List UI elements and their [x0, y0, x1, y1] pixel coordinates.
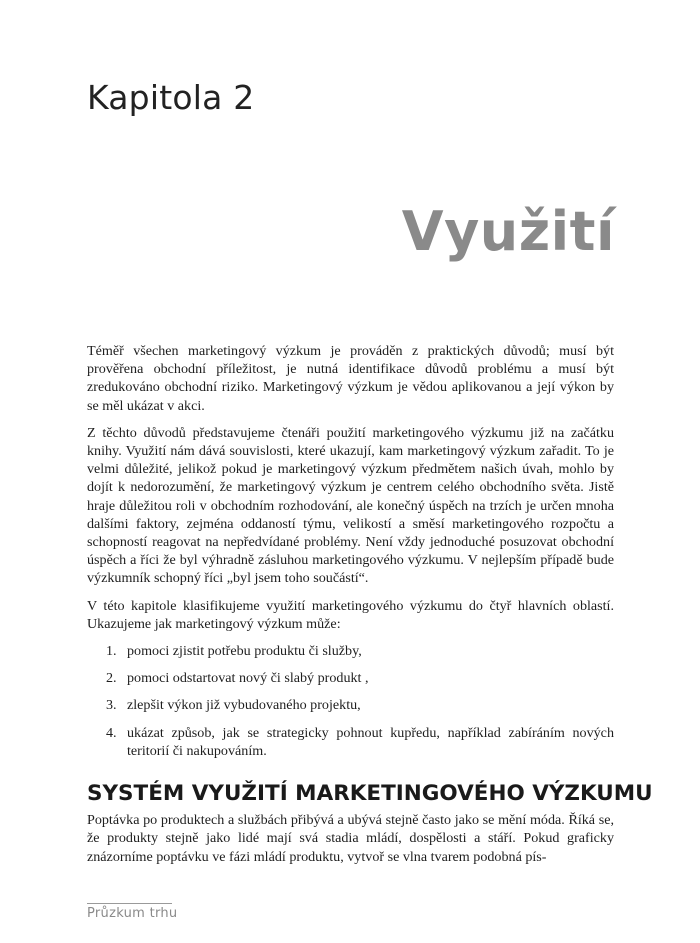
running-footer-title: Průzkum trhu	[87, 906, 178, 921]
body-paragraph-1: Téměř všechen marketingový výzkum je prováděn z praktických důvodů; musí být prověřena obchodní příležitost, je nutná identifikace důvodů problému a musí být zredukováno obchodní riziko. Marketingový výzkum je vědou aplikovanou a její výkon by se měl ukázat v akci.	[87, 343, 614, 414]
list-item	[87, 642, 614, 660]
list-item-number: 1.	[106, 643, 117, 660]
list-item-number: 2.	[106, 670, 117, 687]
chapter-label: Kapitola 2	[87, 78, 255, 117]
list-item	[87, 696, 614, 714]
list-item-number: 4.	[106, 724, 117, 741]
section-heading: SYSTÉM VYUŽITÍ MARKETINGOVÉHO VÝZKUMU	[87, 781, 653, 807]
section-paragraph: Poptávka po produktech a službách přibývá a ubývá stejně často jako se mění móda. Říká se, že produkty stejně jako lidé mají svá stadia mládí, dospělosti a stáří. Pokud graficky znázorníme poptávku ve fázi mládí produktu, vytvoř se vlna tvarem podobná pís-	[87, 812, 614, 865]
chapter-title: Využití	[401, 200, 615, 263]
list-item-text: pomoci odstartovat nový či slabý produkt ,	[127, 670, 369, 687]
page-content	[87, 342, 653, 875]
list-item-number: 3.	[106, 697, 117, 714]
list-item	[87, 724, 614, 760]
list-item	[87, 669, 614, 687]
body-paragraph-2: Z těchto důvodů představujeme čtenáři použití marketingového výzkumu již na začátku knihy. Využití nám dává souvislosti, které ukazují, kam marketingový výzkum zařadit. To je velmi důležité, jelikož pokud je marketingový výzkum předmětem našich úvah, mohlo by dojít k nedorozumění, že marketingový výzkum je centrem celého obchodního světa. Jistě hraje důležitou roli v obchodním rozhodování, ale konečný úspěch na trzích je určen mnoha dalšími faktory, zejména oddaností týmu, velikostí a směsí marketingového rozpočtu a schopností reagovat na nepředvídané problémy. Není vždy jednoduché posuzovat obchodní úspěch a říci že byl výhradně zásluhou marketingového výzkumu. V nejlepším případě bude výzkumník schopný říci „byl jsem toho součástí“.	[87, 424, 614, 587]
footer-divider	[87, 903, 172, 904]
list-item-text: pomoci zjistit potřebu produktu či služby,	[127, 643, 362, 660]
list-item-text: zlepšit výkon již vybudovaného projektu,	[127, 697, 361, 714]
uses-list	[87, 642, 614, 760]
list-item-text: ukázat způsob, jak se strategicky pohnout kupředu, například zabíráním nových teritorií či nakupováním.	[127, 724, 614, 759]
body-paragraph-3: V této kapitole klasifikujeme využití marketingového výzkumu do čtyř hlavních oblastí. Ukazujeme jak marketingový výzkum může:	[87, 597, 614, 632]
